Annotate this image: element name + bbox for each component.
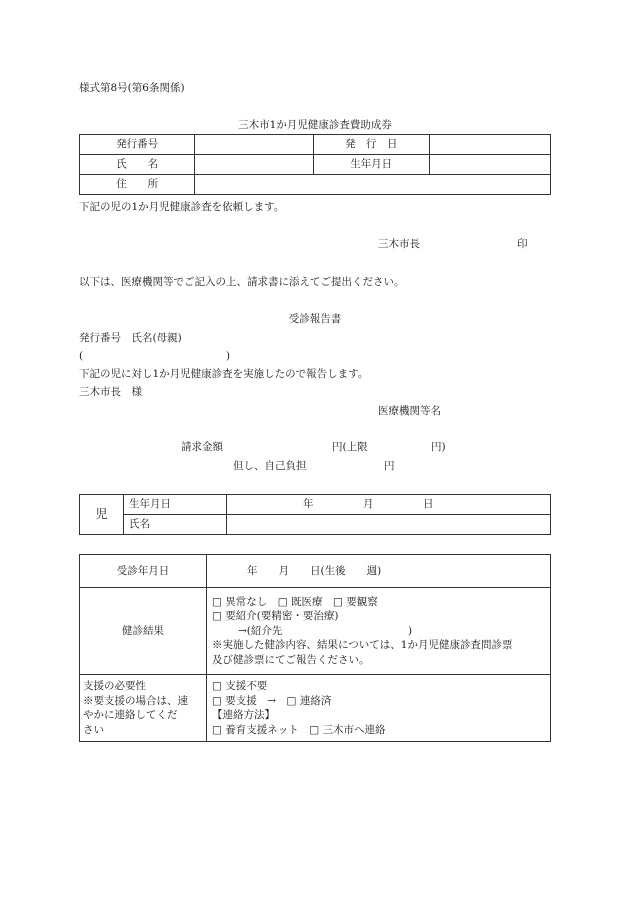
paren-close: ) <box>226 350 231 362</box>
claim-yen-close: 円) <box>431 441 446 453</box>
child-name-label: 氏名 <box>124 515 227 535</box>
child-birth-date-field[interactable] <box>227 495 551 515</box>
claim-yen-limit: 円(上限 <box>332 441 368 453</box>
addressee: 三木市長 様 <box>79 386 142 398</box>
report-title: 受診報告書 <box>288 313 342 325</box>
report-header: 発行番号 氏名(母親) <box>79 332 182 344</box>
birth-date-field[interactable] <box>429 155 550 175</box>
support-label-line4: さい <box>83 723 104 736</box>
support-label <box>80 675 207 742</box>
name-field[interactable] <box>195 155 313 175</box>
form-number: 様式第8号(第6条関係) <box>79 82 185 94</box>
day-unit: 日 <box>423 498 434 510</box>
result-referral[interactable]: □ 要紹介(要精密・要治療) <box>212 610 339 623</box>
instruction-text: 以下は、医療機関等でご記入の上、請求書に添えてご提出ください。 <box>79 276 405 288</box>
issue-number-label: 発行番号 <box>80 135 195 155</box>
seal-mark: 印 <box>517 238 528 250</box>
address-label: 住 所 <box>80 175 195 195</box>
institution-label: 医療機関等名 <box>378 405 441 417</box>
exam-date-label: 受診年月日 <box>80 555 207 588</box>
issue-date-field[interactable] <box>429 135 550 155</box>
issue-number-field[interactable] <box>195 135 313 155</box>
contact-method-options[interactable]: □ 養育支援ネット □ 三木市へ連絡 <box>212 723 386 736</box>
report-text: 下記の児に対し1か月児健康診査を実施したので報告します。 <box>79 368 369 380</box>
child-birth-date-label: 生年月日 <box>124 495 227 515</box>
child-table <box>79 494 551 535</box>
name-label: 氏 名 <box>80 155 195 175</box>
contact-method-label: 【連絡方法】 <box>212 709 275 721</box>
exam-date-field[interactable]: 年 月 日(生後 週) <box>207 555 551 588</box>
support-label-line2: ※要支援の場合は、速 <box>83 694 188 707</box>
support-needed[interactable]: □ 要支援 → □ 連絡済 <box>212 694 332 707</box>
self-pay-label: 但し、自己負担 <box>233 460 307 472</box>
result-note-line2: 及び健診票にてご報告ください。 <box>212 653 370 666</box>
month-unit: 月 <box>363 498 374 510</box>
voucher-title: 三木市1か月児健康診査費助成券 <box>238 119 392 131</box>
exam-result-label: 健診結果 <box>80 588 207 675</box>
request-text: 下記の児の1か月児健康診査を依頼します。 <box>79 201 285 213</box>
support-field[interactable] <box>207 675 551 742</box>
address-field[interactable] <box>195 175 551 195</box>
exam-result-field[interactable] <box>207 588 551 675</box>
mayor-label: 三木市長 <box>378 238 420 250</box>
self-pay-yen: 円 <box>384 460 395 472</box>
referral-close-paren: ) <box>408 624 413 637</box>
referral-destination: →(紹介先 <box>238 624 283 637</box>
child-name-field[interactable] <box>227 515 551 535</box>
child-label: 児 <box>80 495 124 535</box>
result-options[interactable]: □ 異常なし □ 既医療 □ 要観察 <box>212 595 378 608</box>
support-label-line3: やかに連絡してくだ <box>83 709 178 721</box>
support-label-line1: 支援の必要性 <box>83 680 146 692</box>
support-not-needed[interactable]: □ 支援不要 <box>212 680 268 692</box>
birth-date-label: 生年月日 <box>313 155 429 175</box>
paren-open: ( <box>79 350 84 362</box>
exam-table <box>79 554 551 742</box>
issue-date-label: 発 行 日 <box>313 135 429 155</box>
year-unit: 年 <box>303 498 314 510</box>
result-note-line1: ※実施した健診内容、結果については、1か月児健康診査問診票 <box>212 639 513 652</box>
voucher-table <box>79 134 551 195</box>
claim-amount-label: 請求金額 <box>181 441 223 453</box>
